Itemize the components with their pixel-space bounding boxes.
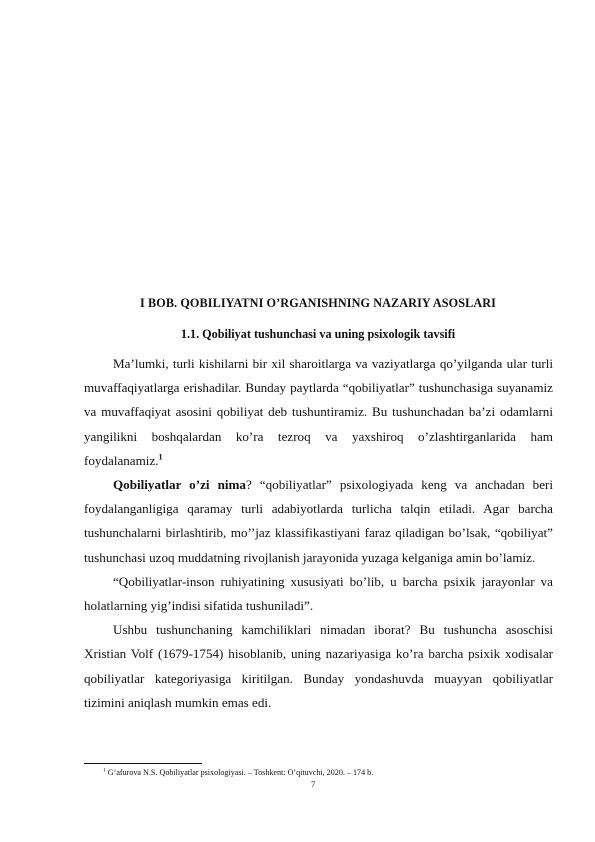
paragraph-text: Ushbu tushunchaning kamchiliklari nimadan iborat? Bu tushuncha asoschisi Xristian Volf (1679-1754) hisoblanib, uning nazariyasiga ko’ra barcha psixik xodisalar qobiliyatlar kategoriyasiga kiritilgan. Bunday yondashuvda muayyan qobiliyatlar tizimini aniqlash mumkin emas edi. — [84, 622, 553, 710]
paragraph-text: Ma’lumki, turli kishilarni bir xil sharoitlarga va vaziyatlarga qo’yilganda ular turli muvaffaqiyatlarga erishadilar. Bunday paytlarda “qobiliyatlar” tushunchasiga suyanamiz va muvaffaqiyat asosini qobiliyat deb tushuntiramiz. Bu tushunchadan ba’zi odamlarni yangilikni boshqalardan ko’ra tezroq va yaxshiroq o’zlashtirganlarida ham foydalanamiz. — [84, 356, 553, 468]
paragraph — [84, 473, 553, 570]
paragraph — [84, 618, 553, 715]
footnote-divider — [84, 763, 202, 764]
footnote-reference[interactable]: 1 — [158, 452, 163, 462]
paragraph — [84, 352, 553, 473]
paragraph-text: “Qobiliyatlar-inson ruhiyatining xususiyati bo’lib, u barcha psixik jarayonlar va holatlarning yig’indisi sifatida tushuniladi”. — [84, 573, 553, 614]
bold-term: Qobiliyatlar o’zi nima — [113, 477, 246, 493]
body-text — [84, 352, 553, 715]
section-title: 1.1. Qobiliyat tushunchasi va uning psixologik tavsifi — [180, 327, 456, 341]
paragraph-text: ? “qobiliyatlar” psixologiyada keng va anchadan beri foydalanganligiga qaramay turli adabiyotlarda turlicha talqin etiladi. Agar barcha tushunchalarni birlashtirib, mo’’jaz klassifikastiyani faraz qiladigan bo’lsak, “qobiliyat” tushunchasi uzoq muddatning rivojlanish jarayonida yuzaga kelganiga amin bo’lamiz. — [84, 477, 554, 565]
chapter-title: I BOB. QOBILIYATNI O’RGANISHNING NAZARIY ASOSLARI — [140, 296, 496, 310]
footnote-text: G’afurova N.S. Qobiliyatlar psixologiyasi. – Toshkent: O’qituvchi, 2020. – 174 b. — [105, 768, 374, 777]
footnote — [103, 768, 373, 777]
paragraph — [84, 570, 553, 618]
footnote-number: 1 — [103, 767, 106, 774]
page-number: 7 — [311, 780, 316, 789]
